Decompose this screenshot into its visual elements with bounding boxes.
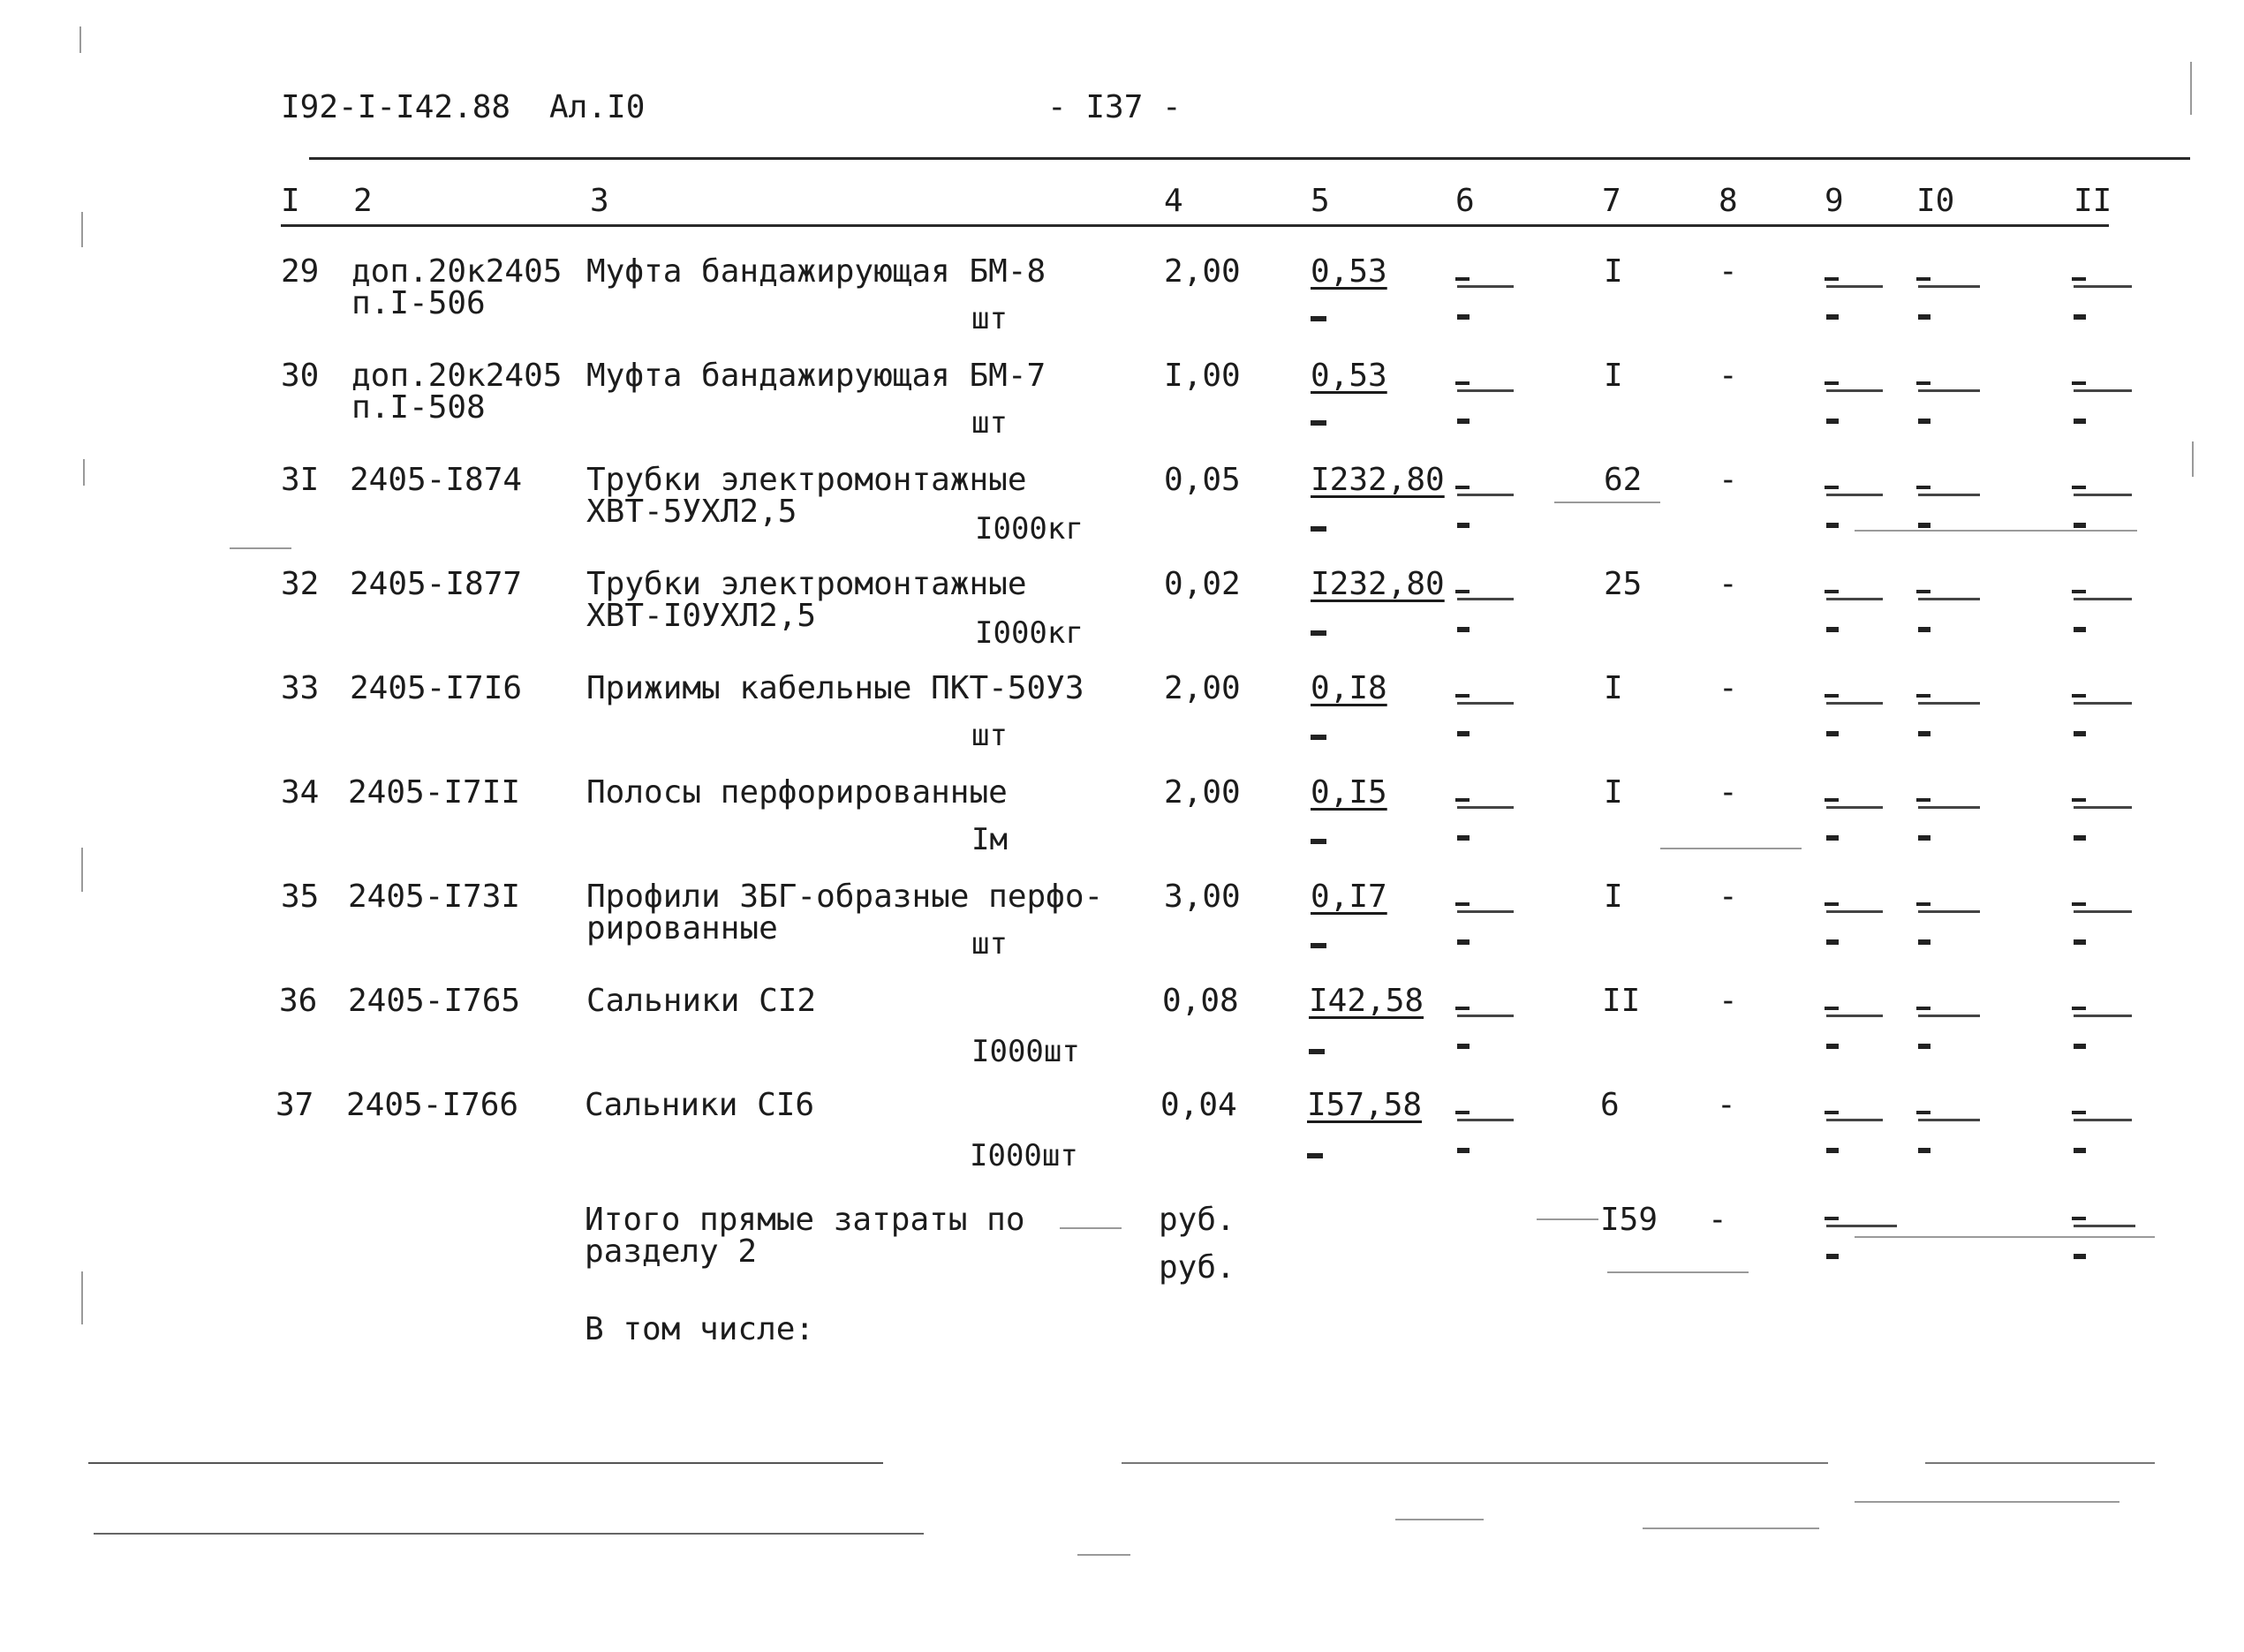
row-number: 33 xyxy=(281,670,320,706)
underline-stroke xyxy=(2074,1225,2135,1227)
norm-code: доп.20к2405 xyxy=(351,358,563,394)
dash-icon xyxy=(1916,798,1978,842)
unit-price: 0,I5 xyxy=(1311,774,1387,811)
dash-icon xyxy=(1916,902,1978,947)
scan-artifact xyxy=(230,547,291,549)
item-name-line2: ХВТ-5УХЛ2,5 xyxy=(586,494,797,530)
unit: I000кг xyxy=(975,615,1084,651)
dash-stroke xyxy=(2074,523,2086,528)
unit-price: I42,58 xyxy=(1309,983,1424,1019)
dash-icon xyxy=(1455,277,1512,321)
dash-stroke xyxy=(1918,835,1930,841)
dash-icon xyxy=(2072,798,2130,842)
quantity: 0,05 xyxy=(1164,462,1241,498)
item-name-line2: ХВТ-I0УХЛ2,5 xyxy=(586,598,817,634)
dash-stroke xyxy=(1918,523,1930,528)
col7-value: I xyxy=(1604,774,1623,811)
dash-stroke xyxy=(1825,902,1839,906)
dash-icon xyxy=(1455,1007,1512,1051)
col8-value: - xyxy=(1719,358,1738,394)
underline-stroke xyxy=(1457,285,1514,288)
summary-col8: - xyxy=(1708,1202,1727,1238)
col-header: 7 xyxy=(1602,183,1621,219)
dash-stroke xyxy=(1455,381,1470,385)
quantity: 2,00 xyxy=(1164,253,1241,290)
dash-icon xyxy=(1825,486,1881,530)
col-header: II xyxy=(2074,183,2112,219)
col-header: 8 xyxy=(1719,183,1738,219)
scan-artifact xyxy=(2190,62,2192,115)
dash-stroke xyxy=(1918,627,1930,632)
row-number: 32 xyxy=(281,566,320,602)
dash-icon xyxy=(1455,902,1512,947)
unit: Iм xyxy=(971,822,1008,857)
col8-value: - xyxy=(1717,1087,1736,1123)
scan-artifact xyxy=(1855,1236,2155,1238)
dash-icon xyxy=(1455,798,1512,842)
item-name: Сальники СI2 xyxy=(586,983,817,1019)
col-header: 4 xyxy=(1164,183,1183,219)
quantity: 3,00 xyxy=(1164,879,1241,915)
norm-code: доп.20к2405 xyxy=(351,253,563,290)
dash-stroke xyxy=(2072,902,2086,906)
norm-code: 2405-I7I6 xyxy=(350,670,523,706)
scan-artifact xyxy=(2192,441,2194,477)
dash-stroke xyxy=(1825,1111,1839,1114)
dash-icon xyxy=(2072,590,2130,634)
underline-stroke xyxy=(2074,702,2132,705)
underline-stroke xyxy=(1918,806,1980,809)
underline-stroke xyxy=(1457,806,1514,809)
dash-icon xyxy=(1825,694,1881,738)
album-number: Ал.I0 xyxy=(549,89,646,125)
footer-rule xyxy=(1122,1462,1828,1464)
summary-unit: руб. xyxy=(1159,1202,1235,1238)
dash-icon xyxy=(2072,277,2130,321)
row-number: 37 xyxy=(276,1087,314,1123)
norm-code: 2405-I765 xyxy=(348,983,521,1019)
unit-price: 0,53 xyxy=(1311,358,1387,394)
including-label: В том числе: xyxy=(585,1311,815,1347)
col7-value: I xyxy=(1604,358,1623,394)
header-rule xyxy=(281,224,2109,227)
dash-stroke xyxy=(2072,1007,2086,1010)
underline-stroke xyxy=(1918,598,1980,600)
row-number: 29 xyxy=(281,253,320,290)
dash-stroke xyxy=(1916,590,1930,593)
dash-stroke xyxy=(1825,590,1839,593)
dash-stroke xyxy=(1826,419,1839,424)
unit: I000шт xyxy=(971,1034,1080,1069)
underline-stroke xyxy=(1918,494,1980,496)
item-name: Муфта бандажирующая БМ-7 xyxy=(586,358,1046,394)
dash-stroke xyxy=(1826,1254,1839,1259)
dash-icon xyxy=(1916,1111,1978,1155)
col7-value: 62 xyxy=(1604,462,1643,498)
dash-stroke xyxy=(2072,590,2086,593)
item-name: Прижимы кабельные ПКТ-50У3 xyxy=(586,670,1084,706)
unit: шт xyxy=(971,926,1008,962)
underline-stroke xyxy=(1826,910,1883,913)
col7-value: I xyxy=(1604,670,1623,706)
page-number: - I37 - xyxy=(1047,89,1182,125)
dash-icon xyxy=(1825,1217,1895,1261)
col-header: 2 xyxy=(353,183,373,219)
underline-stroke xyxy=(1918,1015,1980,1017)
dash-stroke xyxy=(1826,939,1839,945)
dash-icon xyxy=(1311,839,1326,844)
norm-code: 2405-I874 xyxy=(350,462,523,498)
dash-icon xyxy=(1916,590,1978,634)
underline-stroke xyxy=(1457,1015,1514,1017)
underline-stroke xyxy=(2074,910,2132,913)
summary-label: Итого прямые затраты по xyxy=(585,1202,1025,1238)
dash-stroke xyxy=(1826,731,1839,736)
dash-stroke xyxy=(1457,939,1470,945)
dash-stroke xyxy=(1918,939,1930,945)
dash-icon xyxy=(1311,420,1326,426)
scan-artifact xyxy=(1395,1519,1484,1520)
dash-stroke xyxy=(2074,939,2086,945)
col-header: I0 xyxy=(1916,183,1955,219)
underline-stroke xyxy=(1826,494,1883,496)
unit: I000шт xyxy=(970,1138,1078,1173)
dash-stroke xyxy=(1455,1111,1470,1114)
dash-stroke xyxy=(1457,523,1470,528)
norm-code: 2405-I73I xyxy=(348,879,521,915)
underline-stroke xyxy=(1826,1225,1897,1227)
item-name: Муфта бандажирующая БМ-8 xyxy=(586,253,1046,290)
dash-icon xyxy=(2072,694,2130,738)
underline-stroke xyxy=(2074,1015,2132,1017)
dash-icon xyxy=(1825,798,1881,842)
row-number: 3I xyxy=(281,462,320,498)
scan-artifact xyxy=(1643,1528,1819,1529)
footer-rule xyxy=(94,1533,924,1535)
unit-price: I232,80 xyxy=(1311,566,1445,602)
underline-stroke xyxy=(1457,910,1514,913)
dash-stroke xyxy=(1918,1044,1930,1049)
unit: I000кг xyxy=(975,511,1084,547)
summary-col7: I59 xyxy=(1600,1202,1658,1238)
col-header: 9 xyxy=(1825,183,1844,219)
scan-artifact xyxy=(81,212,83,247)
dash-stroke xyxy=(1826,1044,1839,1049)
dash-stroke xyxy=(1918,314,1930,320)
dash-stroke xyxy=(1455,277,1470,281)
top-rule xyxy=(309,157,2190,160)
underline-stroke xyxy=(1826,389,1883,392)
col8-value: - xyxy=(1719,462,1738,498)
dash-icon xyxy=(2072,1217,2134,1261)
scan-artifact xyxy=(1660,848,1802,849)
dash-stroke xyxy=(1918,419,1930,424)
col-header: 3 xyxy=(590,183,609,219)
dash-icon xyxy=(1311,735,1326,740)
dash-icon xyxy=(1825,1007,1881,1051)
underline-stroke xyxy=(1826,702,1883,705)
dash-stroke xyxy=(2072,381,2086,385)
dash-stroke xyxy=(1916,277,1930,281)
item-name-line2: рированные xyxy=(586,910,778,947)
unit-price: I57,58 xyxy=(1307,1087,1423,1123)
underline-stroke xyxy=(1457,598,1514,600)
unit: шт xyxy=(971,405,1008,441)
underline-stroke xyxy=(1457,1119,1514,1121)
underline-stroke xyxy=(2074,598,2132,600)
dash-stroke xyxy=(1455,1007,1470,1010)
unit-price: 0,I7 xyxy=(1311,879,1387,915)
norm-code: 2405-I766 xyxy=(346,1087,519,1123)
scan-artifact xyxy=(1855,1501,2119,1503)
dash-stroke xyxy=(1826,314,1839,320)
dash-stroke xyxy=(1916,694,1930,698)
dash-stroke xyxy=(1825,798,1839,802)
dash-stroke xyxy=(1825,277,1839,281)
item-name: Сальники СI6 xyxy=(585,1087,815,1123)
norm-code: 2405-I7II xyxy=(348,774,521,811)
dash-stroke xyxy=(1826,627,1839,632)
dash-icon xyxy=(1455,590,1512,634)
dash-stroke xyxy=(1825,381,1839,385)
dash-stroke xyxy=(2072,1111,2086,1114)
underline-stroke xyxy=(2074,1119,2132,1121)
dash-icon xyxy=(1455,1111,1512,1155)
dash-icon xyxy=(1311,316,1326,321)
dash-icon xyxy=(1307,1153,1323,1158)
col7-value: 6 xyxy=(1600,1087,1620,1123)
dash-stroke xyxy=(1826,835,1839,841)
dash-icon xyxy=(1825,381,1881,426)
scan-artifact xyxy=(1607,1271,1749,1273)
dash-icon xyxy=(2072,486,2130,530)
footer-rule xyxy=(1925,1462,2155,1464)
quantity: 0,04 xyxy=(1160,1087,1237,1123)
dash-stroke xyxy=(2074,1148,2086,1153)
underline-stroke xyxy=(1918,702,1980,705)
dash-stroke xyxy=(2072,694,2086,698)
dash-stroke xyxy=(2072,1217,2086,1220)
dash-icon xyxy=(2072,381,2130,426)
dash-icon xyxy=(1311,526,1326,532)
dash-stroke xyxy=(1916,902,1930,906)
dash-stroke xyxy=(1455,486,1470,489)
scan-artifact xyxy=(81,1271,83,1324)
col8-value: - xyxy=(1719,774,1738,811)
dash-stroke xyxy=(1826,523,1839,528)
dash-stroke xyxy=(1457,419,1470,424)
dash-stroke xyxy=(1457,314,1470,320)
dash-stroke xyxy=(2074,314,2086,320)
row-number: 34 xyxy=(281,774,320,811)
underline-stroke xyxy=(1918,910,1980,913)
dash-icon xyxy=(1455,694,1512,738)
dash-icon xyxy=(2072,902,2130,947)
dash-icon xyxy=(1311,943,1326,948)
col8-value: - xyxy=(1719,566,1738,602)
underline-stroke xyxy=(1826,806,1883,809)
dash-stroke xyxy=(2074,1254,2086,1259)
dash-icon xyxy=(1916,694,1978,738)
underline-stroke xyxy=(1457,494,1514,496)
col8-value: - xyxy=(1719,983,1738,1019)
underline-stroke xyxy=(1826,1119,1883,1121)
dash-stroke xyxy=(1916,798,1930,802)
scan-artifact xyxy=(1060,1227,1122,1229)
quantity: 2,00 xyxy=(1164,670,1241,706)
dash-stroke xyxy=(1457,1148,1470,1153)
dash-icon xyxy=(1916,277,1978,321)
row-number: 35 xyxy=(281,879,320,915)
dash-stroke xyxy=(2074,731,2086,736)
dash-stroke xyxy=(2074,627,2086,632)
dash-stroke xyxy=(1457,1044,1470,1049)
quantity: 2,00 xyxy=(1164,774,1241,811)
dash-stroke xyxy=(1455,590,1470,593)
doc-code: I92-I-I42.88 xyxy=(281,89,511,125)
dash-stroke xyxy=(1455,694,1470,698)
dash-stroke xyxy=(1916,1007,1930,1010)
col8-value: - xyxy=(1719,253,1738,290)
col-header: 6 xyxy=(1455,183,1475,219)
underline-stroke xyxy=(1457,702,1514,705)
underline-stroke xyxy=(1918,285,1980,288)
norm-code-line2: п.I-506 xyxy=(351,285,486,321)
col-header: 5 xyxy=(1311,183,1330,219)
item-name: Профили ЗБГ-образные перфо- xyxy=(586,879,1104,915)
col7-value: II xyxy=(1602,983,1641,1019)
scan-artifact xyxy=(1554,502,1660,503)
col8-value: - xyxy=(1719,879,1738,915)
dash-stroke xyxy=(2074,835,2086,841)
col8-value: - xyxy=(1719,670,1738,706)
dash-stroke xyxy=(1455,798,1470,802)
underline-stroke xyxy=(2074,285,2132,288)
underline-stroke xyxy=(1826,1015,1883,1017)
dash-stroke xyxy=(1457,731,1470,736)
scan-artifact xyxy=(81,848,83,892)
row-number: 36 xyxy=(279,983,318,1019)
norm-code: 2405-I877 xyxy=(350,566,523,602)
norm-code-line2: п.I-508 xyxy=(351,389,486,426)
quantity: 0,08 xyxy=(1162,983,1239,1019)
dash-icon xyxy=(2072,1111,2130,1155)
item-name: Полосы перфорированные xyxy=(586,774,1008,811)
dash-icon xyxy=(1916,381,1978,426)
dash-stroke xyxy=(1825,1217,1839,1220)
row-number: 30 xyxy=(281,358,320,394)
dash-stroke xyxy=(1457,835,1470,841)
dash-stroke xyxy=(1918,731,1930,736)
underline-stroke xyxy=(1826,598,1883,600)
dash-stroke xyxy=(1825,1007,1839,1010)
scan-artifact xyxy=(1855,530,2137,532)
dash-icon xyxy=(1916,486,1978,530)
dash-icon xyxy=(1455,486,1512,530)
dash-stroke xyxy=(1825,694,1839,698)
dash-stroke xyxy=(1455,902,1470,906)
underline-stroke xyxy=(1826,285,1883,288)
scan-artifact xyxy=(79,26,81,53)
underline-stroke xyxy=(2074,494,2132,496)
scan-artifact xyxy=(1077,1554,1130,1556)
dash-icon xyxy=(2072,1007,2130,1051)
unit-price: I232,80 xyxy=(1311,462,1445,498)
footer-rule xyxy=(88,1462,883,1464)
unit: шт xyxy=(971,718,1008,753)
summary-unit-line2: руб. xyxy=(1159,1249,1235,1286)
quantity: I,00 xyxy=(1164,358,1241,394)
underline-stroke xyxy=(1457,389,1514,392)
dash-stroke xyxy=(2074,1044,2086,1049)
item-name: Трубки электромонтажные xyxy=(586,462,1027,498)
col-header: I xyxy=(281,183,300,219)
dash-stroke xyxy=(1918,1148,1930,1153)
dash-icon xyxy=(1825,902,1881,947)
dash-stroke xyxy=(2072,486,2086,489)
dash-icon xyxy=(1916,1007,1978,1051)
dash-icon xyxy=(1825,277,1881,321)
dash-stroke xyxy=(1825,486,1839,489)
dash-icon xyxy=(1825,1111,1881,1155)
dash-stroke xyxy=(1457,627,1470,632)
underline-stroke xyxy=(1918,1119,1980,1121)
dash-icon xyxy=(1311,630,1326,636)
quantity: 0,02 xyxy=(1164,566,1241,602)
scan-artifact xyxy=(83,459,85,486)
dash-stroke xyxy=(2074,419,2086,424)
underline-stroke xyxy=(2074,806,2132,809)
col7-value: I xyxy=(1604,879,1623,915)
underline-stroke xyxy=(1918,389,1980,392)
dash-stroke xyxy=(1916,486,1930,489)
col7-value: 25 xyxy=(1604,566,1643,602)
dash-icon xyxy=(1825,590,1881,634)
unit-price: 0,53 xyxy=(1311,253,1387,290)
dash-icon xyxy=(1309,1049,1325,1054)
col7-value: I xyxy=(1604,253,1623,290)
scan-artifact xyxy=(1537,1218,1598,1220)
unit-price: 0,I8 xyxy=(1311,670,1387,706)
summary-label-line2: разделу 2 xyxy=(585,1233,758,1270)
item-name: Трубки электромонтажные xyxy=(586,566,1027,602)
dash-stroke xyxy=(2072,798,2086,802)
dash-stroke xyxy=(1916,1111,1930,1114)
underline-stroke xyxy=(2074,389,2132,392)
dash-stroke xyxy=(1916,381,1930,385)
dash-stroke xyxy=(2072,277,2086,281)
dash-stroke xyxy=(1826,1148,1839,1153)
unit: шт xyxy=(971,301,1008,336)
dash-icon xyxy=(1455,381,1512,426)
